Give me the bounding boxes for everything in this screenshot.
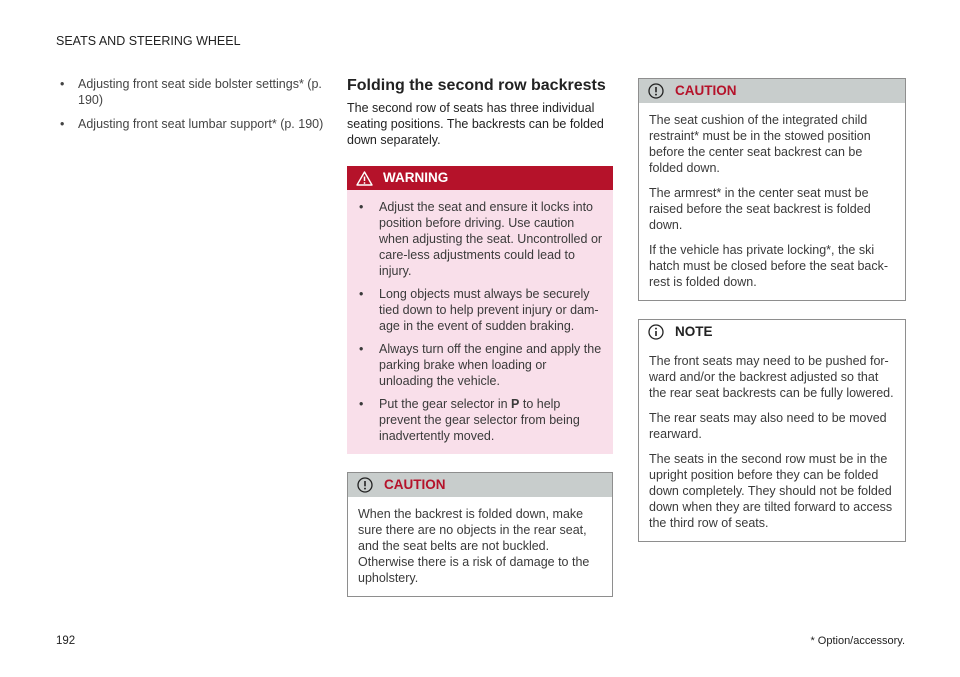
gear-text-suffix: to help prevent the gear selector from being inadvertently moved. [379,397,580,443]
related-links-list [56,76,324,132]
warning-item: • Adjust the seat and ensure it locks into position before driving. Use caution when adjusting the seat. Uncontrolled or care-less adjustments could lead to injury. [355,199,603,279]
caution-paragraph: If the vehicle has private locking*, the ski hatch must be closed before the seat back-rest is folded down. [649,243,889,289]
warning-label: WARNING [383,170,449,185]
caution-paragraph: The armrest* in the center seat must be raised before the seat backrest is folded down. [649,186,871,232]
caution-text: When the backrest is folded down, make sure there are no objects in the rear seat, and the seat belts are not buckled. Otherwise there is a risk of damage to the upholstery. [358,507,590,585]
warning-header [347,166,613,190]
warning-body [347,190,613,454]
info-circle-icon [647,323,665,341]
note-paragraph: The front seats may need to be pushed for-ward and/or the backrest adjusted so that the rear seat backrests can be fully lowered. [649,354,894,400]
exclamation-circle-icon [356,476,374,494]
caution-box [347,472,613,597]
running-header: SEATS AND STEERING WHEEL [56,34,241,48]
exclamation-circle-icon [647,82,665,100]
warning-triangle-icon [355,169,373,187]
note-header [639,320,905,344]
note-body [639,344,905,541]
caution-label: CAUTION [675,83,737,98]
section-title: Folding the second row backrests [347,77,606,94]
warning-list [355,199,603,444]
section-intro: The second row of seats has three individual seating positions. The backrests can be folded down separately. [347,101,604,147]
footnote: * Option/accessory. [810,635,905,647]
note-box [638,319,906,542]
related-link[interactable]: • Adjusting front seat side bolster settings* (p. 190) [56,76,324,108]
note-label: NOTE [675,324,713,339]
caution-body [348,497,612,596]
note-paragraph: The seats in the second row must be in the upright position before they can be folded down completely. They should not be folded down when they are tilted forward to access the third row of seats. [649,452,893,530]
caution-paragraph: The seat cushion of the integrated child restraint* must be in the stowed position before the center seat backrest can be folded down. [649,113,871,175]
page-number: 192 [56,635,76,647]
warning-item: • Always turn off the engine and apply the parking brake when loading or unloading the vehicle. [355,341,603,389]
warning-item-gear [355,396,603,444]
caution-header [639,79,905,103]
note-paragraph: The rear seats may also need to be moved rearward. [649,411,887,441]
caution-body [639,103,905,300]
left-column [56,76,324,140]
caution-label: CAUTION [384,477,446,492]
related-link[interactable]: • Adjusting front seat lumbar support* (p. 190) [56,116,324,132]
caution-header [348,473,612,497]
middle-column [347,76,613,597]
caution-box-right [638,78,906,301]
warning-box [347,166,613,454]
gear-position-p: P [511,397,520,411]
gear-text-prefix: Put the gear selector in [379,397,512,411]
right-column [638,76,906,542]
warning-item: • Long objects must always be securely tied down to help prevent injury or dam-age in the event of sudden braking. [355,286,603,334]
